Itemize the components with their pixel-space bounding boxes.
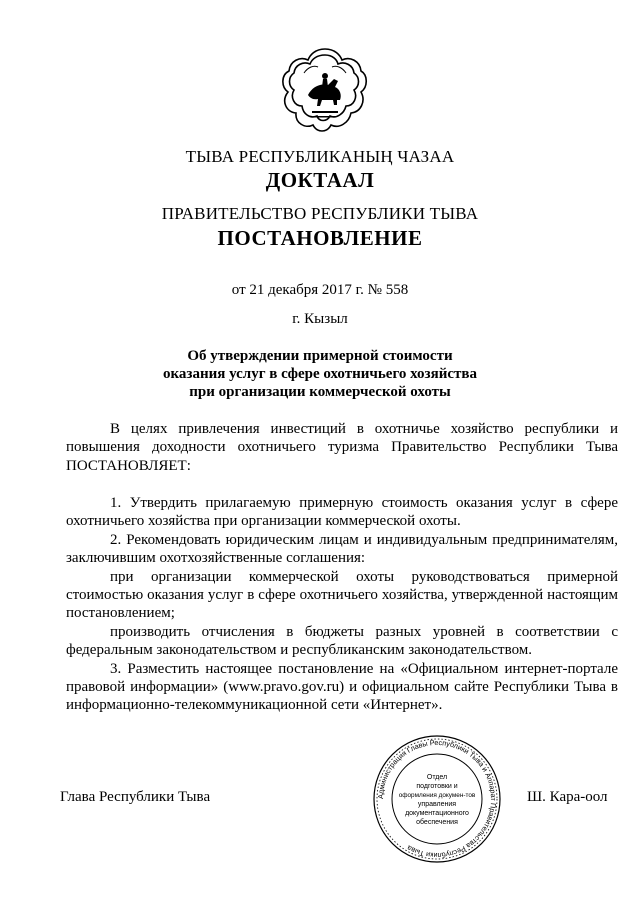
header-doktaal: ДОКТААЛ xyxy=(265,168,375,192)
svg-text:Администрация Главы Республики xyxy=(376,738,498,860)
item-paragraph: 1. Утвердить прилагаемую примерную стоимость оказания услуг в сфере охотничьего хозяйства при организации коммерческой охоты. xyxy=(66,495,618,530)
stamp-center-line: Отдел xyxy=(426,774,448,781)
document-city: г. Кызыл xyxy=(292,311,348,327)
stamp-ring-text: Администрация Главы Республики Тыва и Аппарат Правительства Республики Тыва xyxy=(375,737,499,861)
title-line: при организации коммерческой охоты xyxy=(189,384,451,400)
document-date: от 21 декабря 2017 г. № 558 xyxy=(231,282,409,298)
stamp-center-line: документационного xyxy=(405,810,469,817)
resolution-items xyxy=(66,494,618,715)
stamp-center-line: подготовки и xyxy=(416,783,458,790)
preamble xyxy=(66,420,618,475)
stamp-center-line: обеспечения xyxy=(416,819,458,826)
header-government: ПРАВИТЕЛЬСТВО РЕСПУБЛИКИ ТЫВА xyxy=(161,204,479,223)
item-paragraph: при организации коммерческой охоты руководствоваться примерной стоимостью оказания услуг в сфере охотничьего хозяйства, утвержденной настоящим постановлением; xyxy=(66,568,618,622)
item-paragraph: производить отчисления в бюджеты разных уровней в соответствии с федеральным законодательством и республиканским законодательством. xyxy=(66,623,618,659)
document-title xyxy=(0,347,640,401)
item-paragraph: 2. Рекомендовать юридическим лицам и индивидуальным предпринимателям, заключившим охотхозяйственные соглашения: xyxy=(66,531,618,567)
header-tyva-government: ТЫВА РЕСПУБЛИКАНЫҢ ЧАЗАА xyxy=(185,147,455,166)
official-stamp-icon xyxy=(371,733,503,865)
preamble-paragraph: В целях привлечения инвестиций в охотничье хозяйство республики и повышения доходности охотничьего туризма Правительство Республики Тыва ПОСТАНОВЛЯЕТ: xyxy=(66,421,618,474)
signatory-position: Глава Республики Тывa xyxy=(60,789,211,805)
title-line: оказания услуг в сфере охотничьего хозяйства xyxy=(163,366,477,382)
header-resolution: ПОСТАНОВЛЕНИЕ xyxy=(217,226,423,250)
stamp-center-line: оформления докумен-тов xyxy=(398,792,476,799)
item-paragraph: 3. Разместить настоящее постановление на «Официальном интернет-портале правовой информации» (www.pravo.gov.ru) и официальном сайте Республики Тыва в информационно-телекоммуникационной сети «Интернет». xyxy=(66,660,618,714)
stamp-center-line: управления xyxy=(417,801,457,808)
tyva-emblem-icon xyxy=(282,45,368,135)
signatory-name: Ш. Кара-оол xyxy=(527,789,608,805)
title-line: Об утверждении примерной стоимости xyxy=(187,348,453,364)
